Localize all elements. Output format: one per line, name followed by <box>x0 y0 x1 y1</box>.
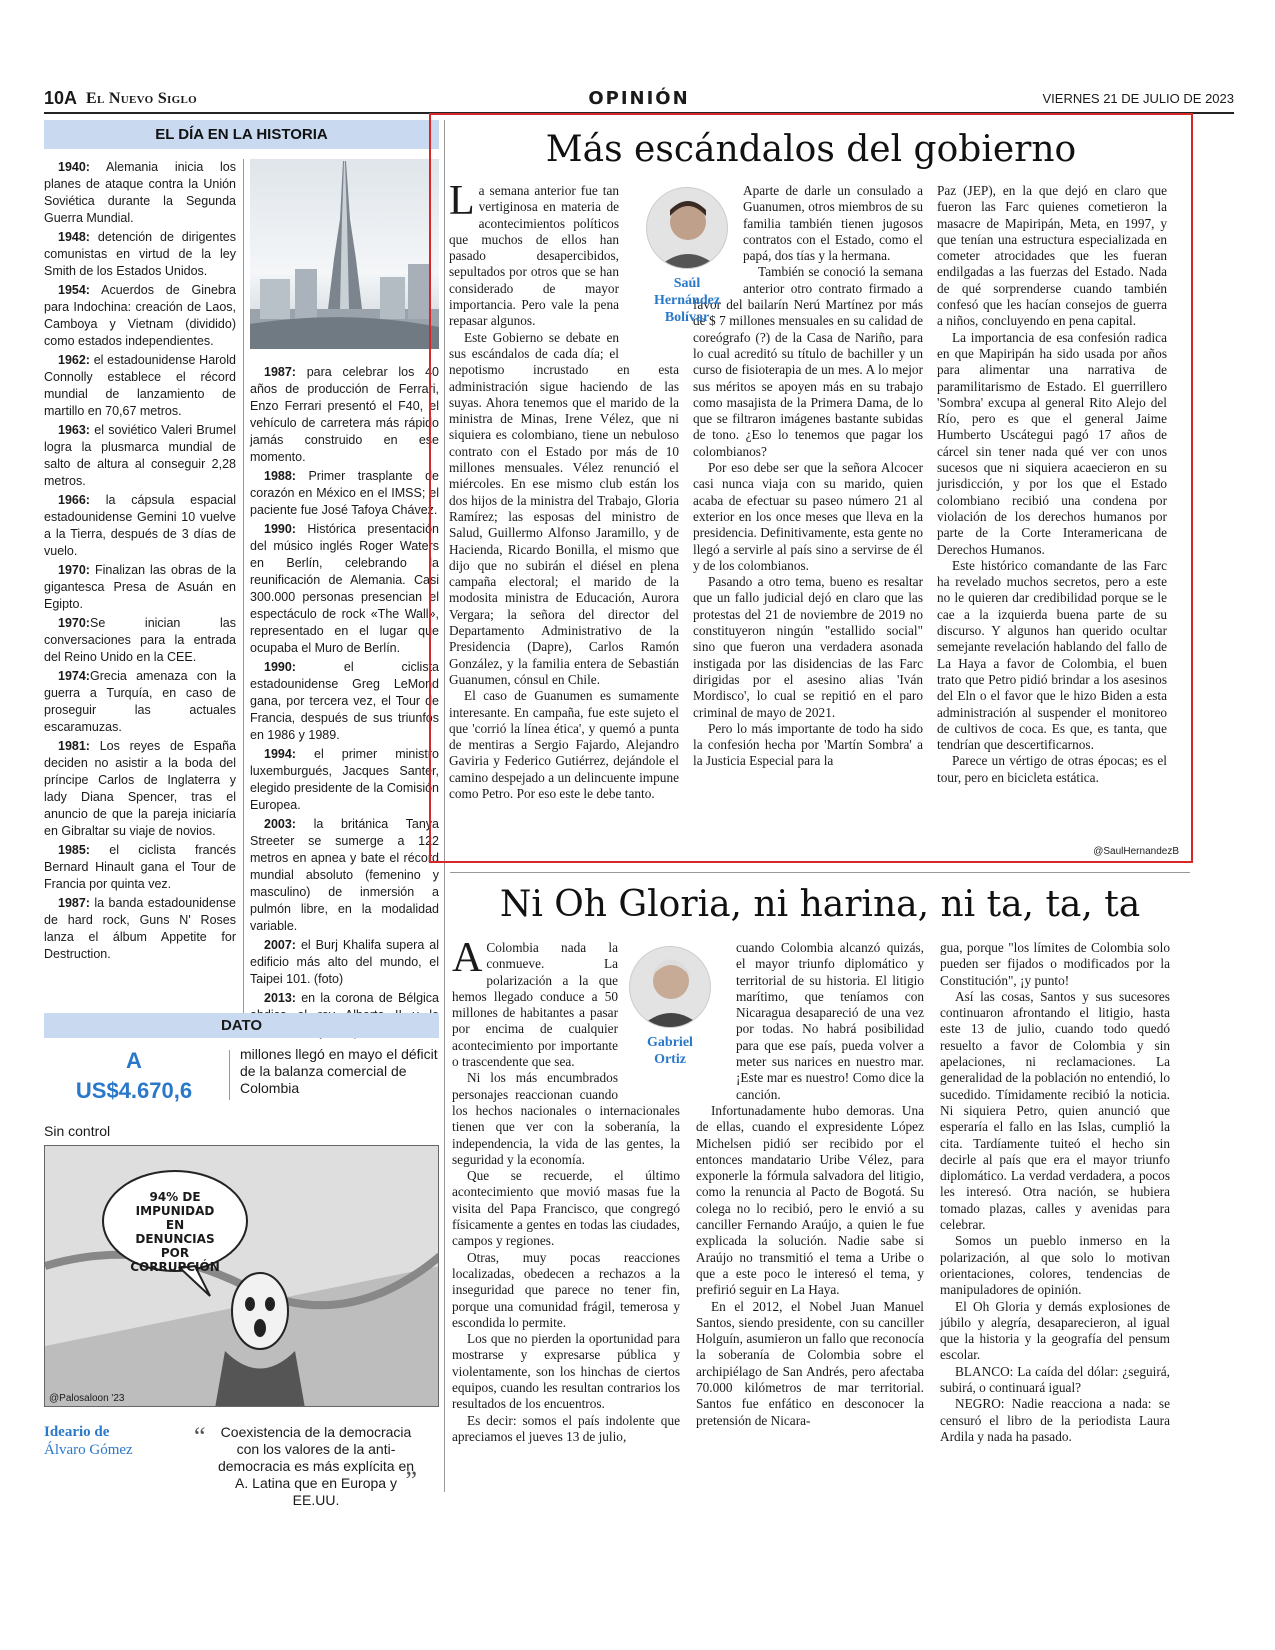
history-year: 1963: <box>58 423 90 437</box>
history-entry <box>250 816 439 935</box>
drop-cap: A <box>452 935 483 981</box>
history-entry <box>250 659 439 744</box>
history-text: el estadounidense Harold Connolly establece el récord mundial de lanzamiento de martillo en 70,67 metros. <box>44 353 236 418</box>
history-entry <box>44 615 236 666</box>
history-text: Finalizan las obras de la gigantesca Presa de Asuán en Egipto. <box>44 563 236 611</box>
close-quote-icon: ” <box>405 1466 417 1495</box>
history-entry <box>44 738 236 840</box>
history-year: 1970: <box>58 616 90 630</box>
history-year: 1974: <box>58 669 90 683</box>
history-entry <box>44 229 236 280</box>
article-1-author <box>635 187 739 326</box>
history-year: 1988: <box>264 469 296 483</box>
history-column-2 <box>250 364 439 1043</box>
article-1-column-3 <box>937 183 1167 786</box>
history-year: 1987: <box>58 896 90 910</box>
paragraph: Paz (JEP), en la que dejó en claro que fueron las Farc quienes cometieron la masacre de Mapiripán, Meta, en 1997, y que tenían una estructura especializada en cometer atrocidades que les fueran endilgadas a las fuerzas del Estado. Nada de qué sorprenderse cuando también confesó que les hacían consejos de guerra a niños, concluyendo en pena capital. <box>937 183 1167 329</box>
history-year: 1954: <box>58 283 90 297</box>
history-entry <box>44 422 236 490</box>
dato-figure-line1: A <box>126 1048 142 1073</box>
paragraph: Pasando a otro tema, bueno es resaltar que un fallo judicial dejó en claro que las protestas del 21 de noviembre de 2019 no constituyeron ningún "estallido social" sino que fueron una verdadera asonada instigada por las disidencias de las Farc dirigidas por el asesino alias 'Iván Mordisco', lo cual se repitió en el paro criminal de mayo de 2021. <box>693 574 923 720</box>
paragraph: Infortunadamente hubo demoras. Una de ellas, cuando el expresidente López Michelsen pidió ser recibido por el entonces mandatario Uribe Vélez, para exponerle la fórmula salvadora del litigio, como la renuncia al Pacto de Bogotá. Su colega no lo recibió, pero le envió a su canciller Fernando Araújo, a quien le fue explicada la solución. Nadie sabe si Araújo no transmitió el tema a Uribe o que a este poco le interesó el tema, y prefirió seguir en La Haya. <box>696 1102 924 1298</box>
page-number: 10A <box>44 88 78 108</box>
column-divider <box>243 159 244 1031</box>
paragraph: Aparte de darle un consulado a Guanumen, otros miembros de su familia también tienen jugosos contratos con el Estado, como el papá, dos tías y la hermana. <box>743 183 923 264</box>
author-name <box>635 275 739 326</box>
history-year: 1970: <box>58 563 90 577</box>
paragraph: Este histórico comandante de las Farc ha revelado muchos secretos, pero a este no le quieren dar credibilidad porque se le cae a la izquierda buena parte de su discurso. Y algunos han querido ocultar semejante revelación hablando del fallo de La Haya a favor de Colombia, el buen trato que Petro pidió brindar a los asesinos del Eln o el favor que le hizo Biden a esta administración al suspender el monitoreo de cultivos de coca. Es que, es tanta, que tendrían que descertificarnos. <box>937 557 1167 753</box>
burj-khalifa-photo <box>250 159 439 349</box>
history-year: 1948: <box>58 230 90 244</box>
paragraph: Somos un pueblo inmerso en la polarización, al que solo lo motivan orientaciones, colores, tendencias de manipuladores de opinión. <box>940 1233 1170 1298</box>
history-text: para celebrar los 40 años de producción de Ferrari, Enzo Ferrari presentó el F40, el vehículo de carretera más rápido jamás construido en ese momento. <box>250 365 439 464</box>
author-name <box>618 1034 722 1068</box>
history-entry <box>44 562 236 613</box>
article-2-author <box>618 946 722 1068</box>
history-text: Se inician las conversaciones para la entrada del Reino Unido en la CEE. <box>44 616 236 664</box>
drop-cap: L <box>449 178 475 224</box>
article-2-title: Ni Oh Gloria, ni harina, ni ta, ta, ta <box>499 884 1141 925</box>
paragraph: Por eso debe ser que la señora Alcocer casi nunca viaja con su marido, quien acaba de efectuar su paseo número 21 al exterior en los once meses que lleva en la presidencia. Definitivamente, esta gente no llegó a servirle al país sino a servirse de él y de los colombianos. <box>693 460 923 573</box>
dato-figure <box>44 1046 224 1106</box>
dato-divider <box>229 1050 230 1100</box>
history-entry <box>250 937 439 988</box>
author-name-line: Saúl <box>673 276 701 291</box>
paragraph: Es decir: somos el país indolente que apreciamos el jueves 13 de julio, <box>452 1412 680 1444</box>
history-entry <box>44 352 236 420</box>
article-2-column-3 <box>940 940 1170 1445</box>
paragraph: Ni los más encumbrados personajes reaccionan cuando los hechos nacionales o internacionales tienen que ver con la soberanía, la independencia, la vida de las gentes, la seguridad y la economía. <box>452 1070 680 1167</box>
paragraph: El caso de Guanumen es sumamente interesante. En campaña, fue este sujeto el que 'corrió la línea ética', y quemó a punta de mentiras a Sergio Fajardo, Alejandro Gaviria y Federico Gutiérrez, dejándole el camino despejado a un delincuente impune como Petro. Por eso este le debe tanto. <box>449 688 679 801</box>
history-entry <box>44 282 236 350</box>
history-text: el Burj Khalifa supera al edificio más alto del mundo, el Taipei 101. (foto) <box>250 938 439 986</box>
history-section <box>44 120 439 1031</box>
history-year: 1985: <box>58 843 90 857</box>
issue-date: VIERNES 21 DE JULIO DE 2023 <box>1042 91 1234 106</box>
paragraph: El Oh Gloria y demás explosiones de júbilo y alegría, desaparecieron, al igual que la historia y la geografía del pensum escolar. <box>940 1298 1170 1363</box>
paragraph: Este Gobierno se debate en sus escándalos de cada día; el nepotismo incrustado en esta administración sigue haciendo de las suyas. Ahora tenemos que el marido de la ministra de Minas, Irene Vélez, que ni siquiera es colombiano, tiene un nebuloso contrato con el Estado por más de 10 millones mensuales. Vélez renunció el miércoles. En ese mismo club están los dos hijos de la ministra del Trabajo, Gloria Ramírez; las esposas del ministro de Salud, Guillermo Alfonso Jaramillo, y de Hacienda, Ricardo Bonilla, el mismo que dijo que no subirán el diésel en plena campaña electoral; el marido de la modosita ministra de Educación, Aurora Vergara; la señora del director del Departamento Administrativo de la Presidencia (Dapre), Carlos Ramón González, y la familia entera de Sebastián Guanumen, cónsul en Chile. <box>449 329 679 687</box>
history-entry <box>250 746 439 814</box>
history-text: el primer ministro luxemburgués, Jacques Santer, elegido presidente de la Comisión Europea. <box>250 747 439 812</box>
article-highlight-frame <box>429 113 1193 863</box>
article-1-title: Más escándalos del gobierno <box>545 129 1077 170</box>
cartoon-bubble-text: 94% DE IMPUNIDAD EN DENUNCIAS POR CORRUPCIÓN <box>130 1190 220 1274</box>
history-text: el ciclista francés Bernard Hinault gana el Tour de Francia por quinta vez. <box>44 843 236 891</box>
history-text: detención de dirigentes comunistas en virtud de la ley Smith de los Estados Unidos. <box>44 230 236 278</box>
author-name-line: Gabriel <box>647 1035 693 1050</box>
paragraph: gua, porque "los límites de Colombia solo pueden ser fijados o modificados por la Constitución", ¡y punto! <box>940 940 1170 988</box>
article-2-column-2 <box>696 940 924 1429</box>
history-text: la cápsula espacial estadounidense Gemini 10 vuelve a la Tierra, después de 3 días de vuelo. <box>44 493 236 558</box>
dato-title: DATO <box>44 1013 439 1038</box>
history-entry <box>44 895 236 963</box>
section-divider <box>450 872 1190 873</box>
history-year: 1966: <box>58 493 90 507</box>
history-text: Primer trasplante de corazón en México en el IMSS; el paciente fue José Tafoya Chávez. <box>250 469 439 517</box>
newspaper-brand: El Nuevo Siglo <box>86 90 197 107</box>
open-quote-icon: “ <box>194 1422 206 1451</box>
section-title: OPINIÓN <box>588 88 690 109</box>
author-name-line: Bolívar <box>664 310 710 325</box>
paragraph: También se conoció la semana anterior otro contrato firmado a favor del bailarín Nerú Martínez por más de $ 7 millones mensuales en su calidad de coreógrafo (?) de la Casa de Nariño, para lo cual acreditó su título de bachiller y un curso de fisioterapia de un mes. A lo mejor sus méritos se apoyen más en su trabajo como masajista de la Primera Dama, de lo que se filtraron imágenes bastante subidas de tono. ¿Eso lo tenemos que pagar los colombianos? <box>693 264 923 459</box>
history-year: 1990: <box>264 522 296 536</box>
paragraph: Otras, muy pocas reacciones localizadas, obedecen a rechazos a la inseguridad que parece no tener fin, porque una comunidad frágil, temerosa y escondida lo permite. <box>452 1249 680 1330</box>
paragraph: La importancia de esa confesión radica en que Mapiripán ha sido usada por años para alimentar una narrativa de paramilitarismo de Estado. El guerrillero 'Sombra' excupa al general Rito Alejo del Río, pero es que el general Jaime Humberto Uscátegui pagó 17 años de cárcel sin tener nada qué ver con unos sucesos que ni siquiera acaecieron en su jurisdicción, y por los que el Estado colombiano recibió una condena por violación de los derechos humanos por parte de la Corte Interamericana de Derechos Humanos. <box>937 329 1167 557</box>
history-year: 1994: <box>264 747 296 761</box>
history-column-1 <box>44 159 236 965</box>
history-text: Alemania inicia los planes de ataque contra la Unión Soviética durante la Segunda Guerra Mundial. <box>44 160 236 225</box>
cartoon-image <box>44 1145 439 1407</box>
paragraph: Que se recuerde, el último acontecimiento que movió masas fue la visita del Papa Francisco, que congregó físicamente a gentes en todas las ciudades, campos y regiones. <box>452 1168 680 1249</box>
history-entry <box>44 492 236 560</box>
cartoon-section <box>44 1123 439 1407</box>
page-header <box>44 88 1234 114</box>
history-year: 2013: <box>264 991 296 1005</box>
history-entry <box>250 468 439 519</box>
history-year: 1940: <box>58 160 90 174</box>
dato-text: millones llegó en mayo el déficit de la balanza comercial de Colombia <box>240 1046 438 1096</box>
history-text: Los reyes de España deciden no asistir a la boda del príncipe Carlos de Inglaterra y lady Diana Spencer, tras el anuncio de que la pareja iniciaría en Gibraltar su viaje de novios. <box>44 739 236 838</box>
history-text: la británica Tanya Streeter se sumerge a 122 metros en apnea y bate el récord mundial absoluto (femenino y masculino) de inmersión a pulmón libre, en la modalidad variable. <box>250 817 439 933</box>
ideario-box <box>44 1422 439 1508</box>
cartoon-caption: Sin control <box>44 1123 111 1139</box>
history-text: el soviético Valeri Brumel logra la plusmarca mundial de salto de altura al conseguir 2,28 metros. <box>44 423 236 488</box>
history-text: Grecia amenaza con la guerra a Turquía, en caso de proseguir las actuales escaramuzas. <box>44 669 236 734</box>
history-year: 2003: <box>264 817 296 831</box>
history-entry <box>44 842 236 893</box>
history-text: Histórica presentación del músico inglés Roger Waters en Berlín, celebrando la reunificación de Alemania. Casi 300.000 personas presencian el espectáculo de rock «The Wall», representado en el lugar que ocupaba el Muro de Berlín. <box>250 522 439 655</box>
history-year: 1990: <box>264 660 296 674</box>
history-entry <box>250 521 439 657</box>
dato-figure-line2: US$4.670,6 <box>75 1078 193 1103</box>
history-year: 1987: <box>264 365 296 379</box>
ideario-label: Ideario de <box>44 1424 110 1440</box>
paragraph-text: a semana anterior fue tan vertiginosa en materia de acontecimientos políticos que muchos de ellos han pasado desapercibidos, sepultados por otros que se han considerado de mayor importancia. Pero vale la pena repasar algunos. <box>449 183 619 329</box>
paragraph: BLANCO: La caída del dólar: ¿seguirá, subirá, o continuará igual? <box>940 1363 1170 1396</box>
history-entry <box>44 668 236 736</box>
paragraph-text: Colombia nada la conmueve. La polarización a la que hemos llegado conduce a 50 millones de habitantes a pasar por encima de cualquier acontecimiento por importante o trascendente que sea. <box>452 940 618 1070</box>
history-text: la banda estadounidense de hard rock, Guns N' Roses lanza el álbum Appetite for Destruction. <box>44 896 236 961</box>
author-photo <box>646 187 728 269</box>
paragraph: Pero lo más importante de todo ha sido la confesión hecha por 'Martín Sombra' a la Justicia Especial para la <box>693 720 923 769</box>
paragraph: Los que no pierden la oportunidad para mostrarse y expresarse pública y violentamente, son los hinchas de ciertos equipos, cuando les resultan contrarios los resultados de los encuentros. <box>452 1331 680 1412</box>
cartoon-credit: @Palosaloon '23 <box>49 1393 125 1404</box>
history-text: Acuerdos de Ginebra para Indochina: creación de Laos, Camboya y Vietnam (dividido) como estados independientes. <box>44 283 236 348</box>
history-year: 2007: <box>264 938 296 952</box>
ideario-quote: Coexistencia de la democracia con los valores de la anti-democracia es más explícita en A. Latina que en Europa y EE.UU. <box>217 1424 415 1508</box>
history-text: el ciclista estadounidense Greg LeMond gana, por tercera vez, el Tour de Francia, después de sus triunfos en 1986 y 1989. <box>250 660 439 742</box>
author-name-line: Ortiz <box>654 1052 686 1067</box>
history-entry <box>250 364 439 466</box>
history-text: en la corona de Bélgica <box>301 991 439 1005</box>
author-name-line: Hernández <box>653 293 721 308</box>
paragraph: En el 2012, el Nobel Juan Manuel Santos, siendo presidente, con su canciller Holguín, asumieron un fallo que reconocía la soberanía de Colombia sobre el archipiélago de San Andrés, pero afectaba 70.000 kilómetros de mar territorial. Santos fue enfático en desconocer la pretensión de Nicara- <box>696 1298 924 1428</box>
paragraph: Parece un vértigo de otras épocas; es el tour, pero en bicicleta estática. <box>937 753 1167 785</box>
dato-box <box>44 1013 439 1108</box>
history-entry <box>44 159 236 227</box>
ideario-author: Álvaro Gómez <box>44 1442 133 1458</box>
paragraph: cuando Colombia alcanzó quizás, el mayor triunfo diplomático y territorial de su historia. El litigio marítimo, que teníamos con Nicaragua desapareció de una vez por todas. No habrá posibilidad para que ese país, pueda volver a meter sus narices en nuestro mar. ¡Este mar es nuestro! Como dice la canción. <box>736 940 924 1102</box>
history-year: 1962: <box>58 353 90 367</box>
history-title: EL DÍA EN LA HISTORIA <box>44 120 439 149</box>
history-year: 1981: <box>58 739 90 753</box>
paragraph: NEGRO: Nadie reacciona a nada: se censuró el libro de la periodista Laura Ardila y nada ha pasado. <box>940 1396 1170 1444</box>
author-photo <box>629 946 711 1028</box>
paragraph: Así las cosas, Santos y sus sucesores continuaron afrontando el litigio, hasta este 13 de julio, cuando todo quedó resuelto a favor de Colombia y sin apelaciones, ni reclamaciones. La generalidad de la población no entendió, lo sucedido. Tímidamente recibió la noticia. Ni siquiera Petro, quien anunció que esperaría el fallo en las Islas, cumplió la cita. Tardíamente tuiteó el hecho sin decirle al país que era el mayor triunfo diplomático. La verdad verdadera, a pocos les interesó. Otra nación, se hubiera tomado plazas, calles y avenidas para celebrar. <box>940 988 1170 1233</box>
author-handle: @SaulHernandezB <box>1093 846 1179 857</box>
